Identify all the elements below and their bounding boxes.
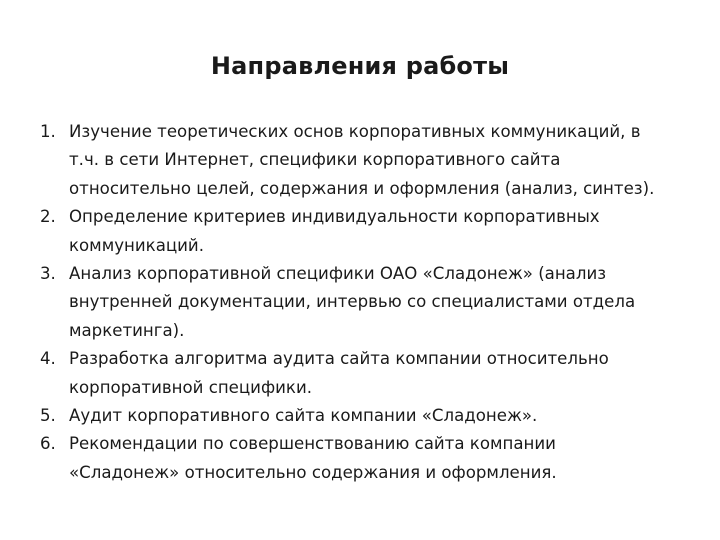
list-item-number: 6. <box>40 434 56 454</box>
list-item <box>40 203 690 260</box>
list-item-text: Анализ корпоративной специфики ОАО «Сладонеж» (анализ внутренней документации, интервью со специалистами отдела маркетинга). <box>69 264 636 340</box>
list-item-number: 2. <box>40 207 56 227</box>
slide-title: Направления работы <box>210 52 510 80</box>
list-item-text: Разработка алгоритма аудита сайта компании относительно корпоративной специфики. <box>69 349 609 397</box>
list-item-text: Аудит корпоративного сайта компании «Сладонеж». <box>69 406 538 426</box>
work-directions-list <box>40 118 690 487</box>
list-item <box>40 118 690 203</box>
list-item <box>40 430 690 487</box>
list-item-number: 4. <box>40 349 56 369</box>
list-item-number: 1. <box>40 122 56 141</box>
list-item-text: Изучение теоретических основ корпоративных коммуникаций, в т.ч. в сети Интернет, специфики корпоративного сайта относительно целей, содержания и оформления (анализ, синтез). <box>69 122 655 198</box>
list-item-number: 5. <box>40 406 56 426</box>
list-item <box>40 345 690 402</box>
list-item-text: Определение критериев индивидуальности корпоративных коммуникаций. <box>69 207 600 255</box>
list-item-number: 3. <box>40 264 56 284</box>
list-item <box>40 402 690 430</box>
list-item <box>40 260 690 345</box>
list-item-text: Рекомендации по совершенствованию сайта компании «Сладонеж» относительно содержания и оформления. <box>69 434 557 482</box>
